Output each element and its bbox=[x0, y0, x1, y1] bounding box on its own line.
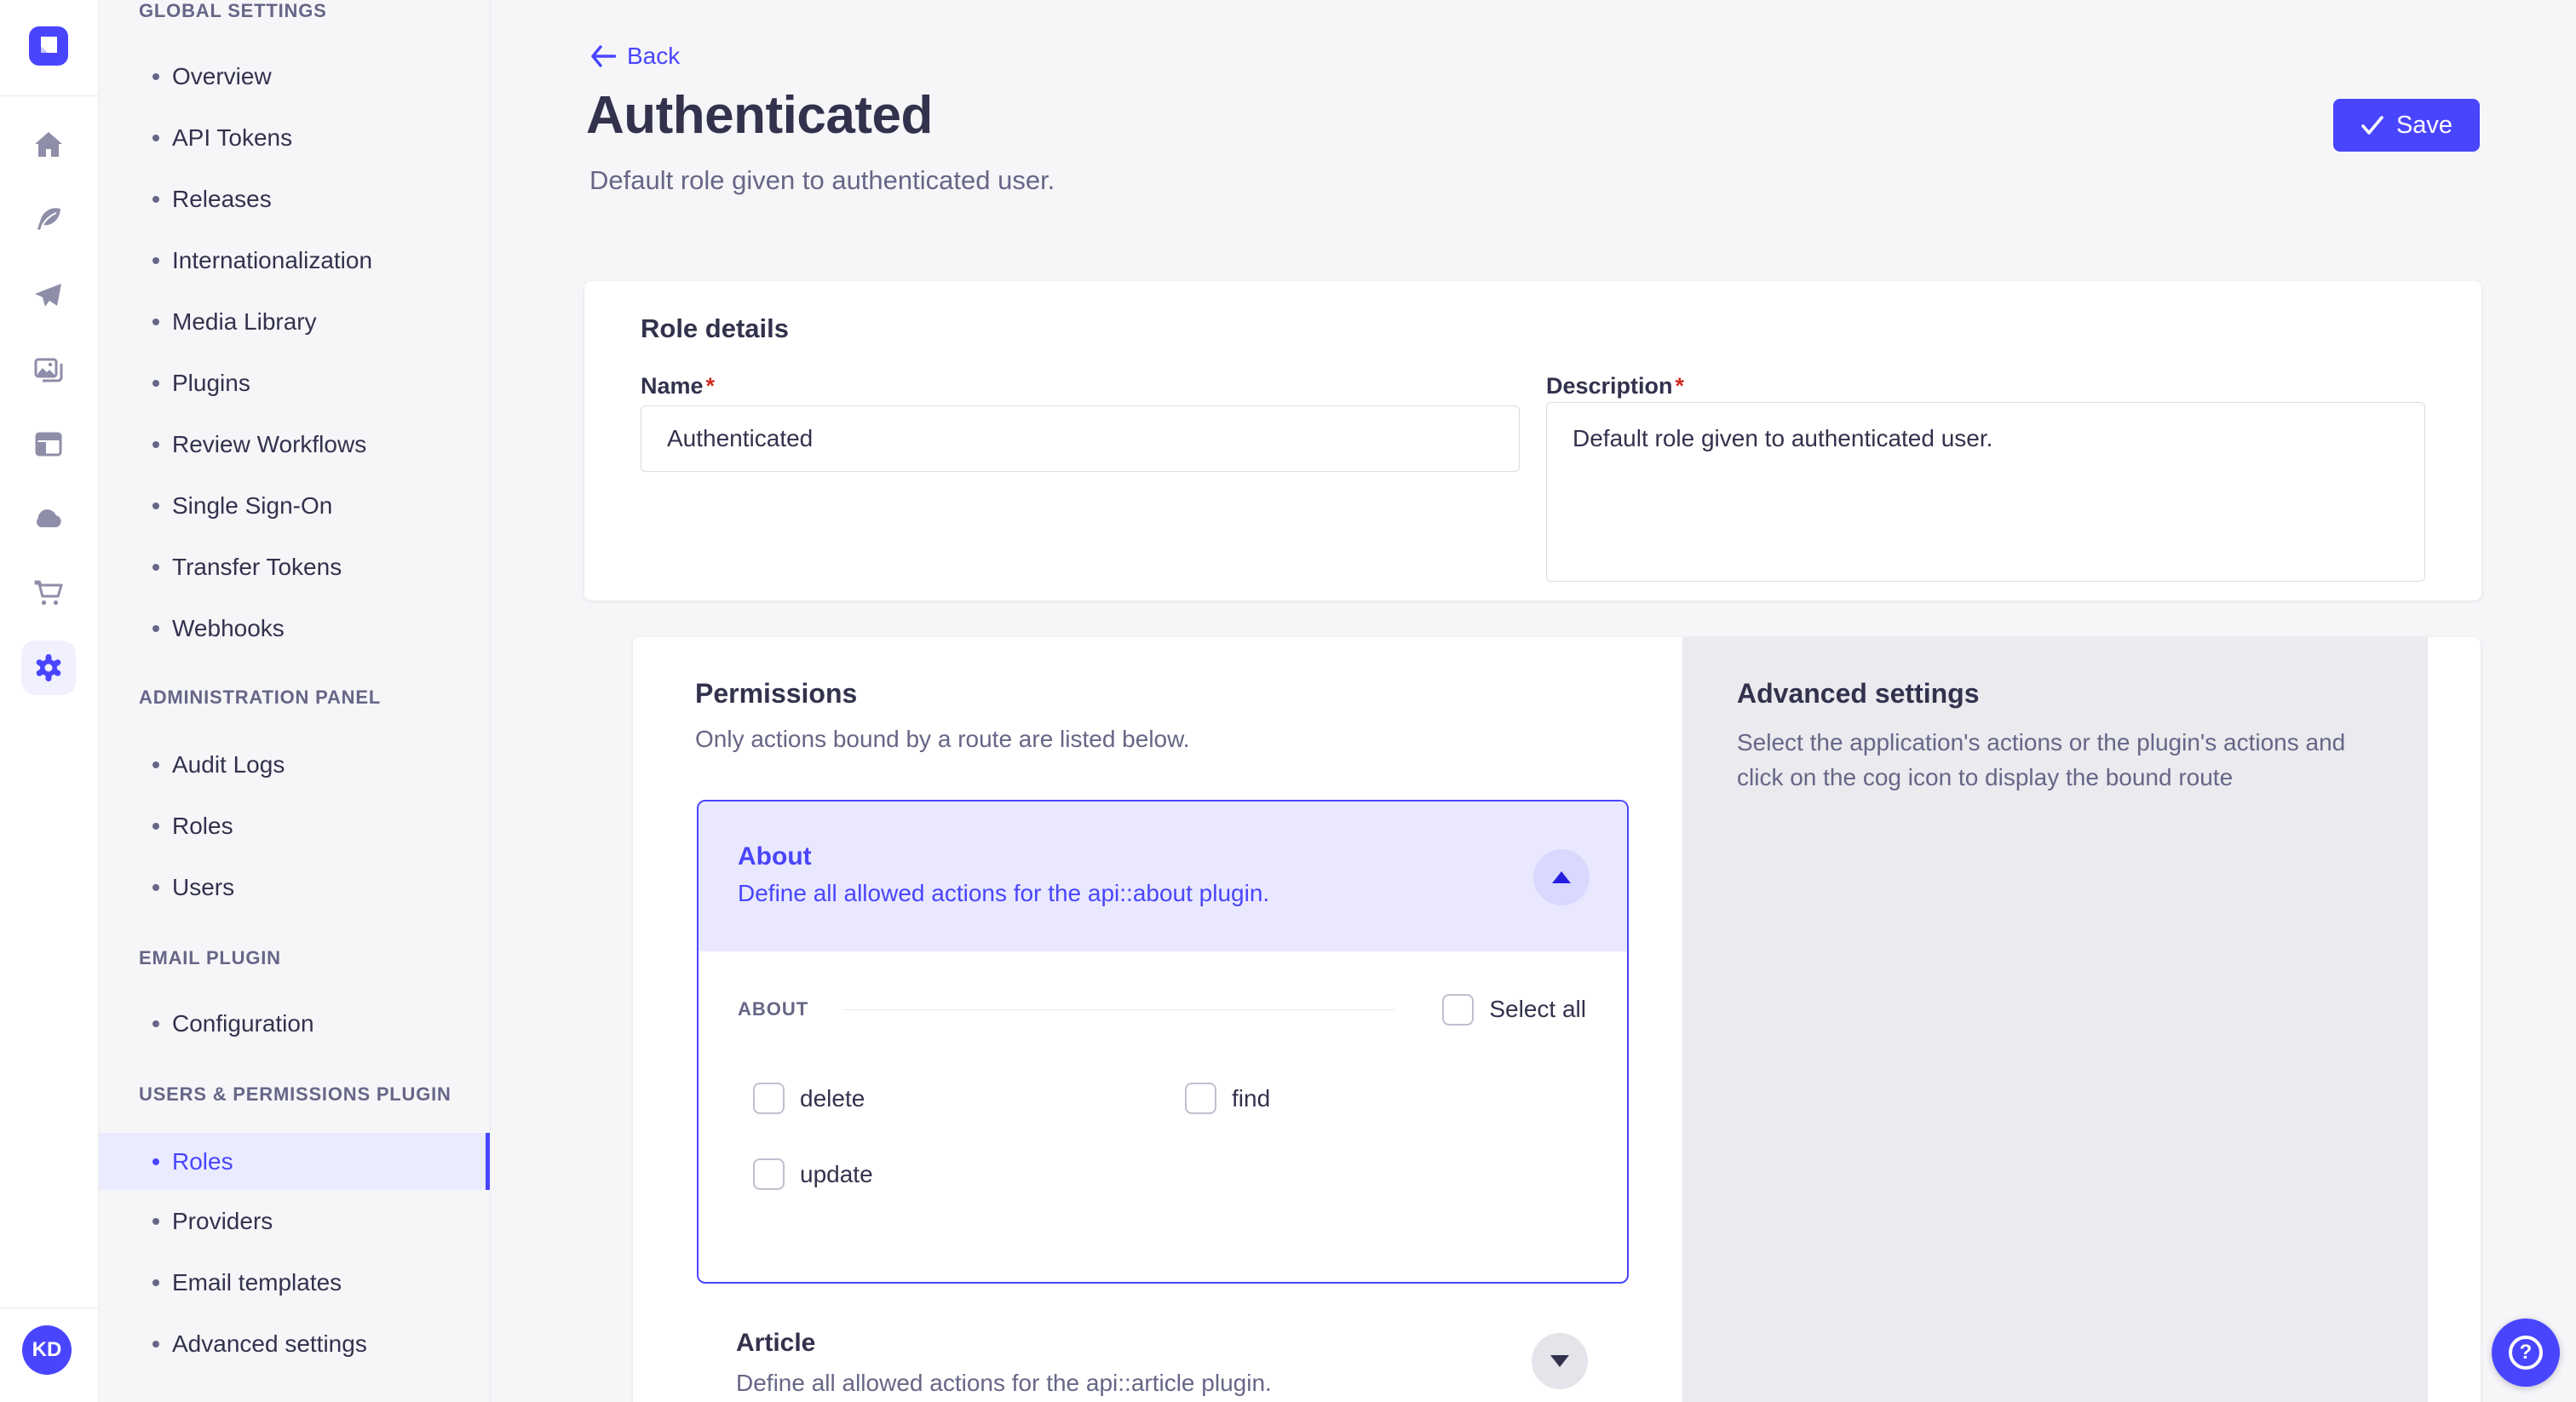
page-subtitle: Default role given to authenticated user. bbox=[589, 165, 1055, 195]
home-icon[interactable] bbox=[32, 128, 66, 162]
bullet-icon bbox=[152, 1218, 159, 1225]
sidebar-item-providers[interactable] bbox=[99, 1203, 490, 1240]
name-label bbox=[641, 373, 715, 399]
update-label[interactable]: update bbox=[800, 1160, 873, 1187]
rail-divider-bottom bbox=[0, 1307, 98, 1308]
sidebar-item-single-sign-on[interactable] bbox=[99, 487, 490, 525]
accordion-article-header[interactable] bbox=[736, 1329, 1630, 1397]
sidebar-item-transfer-tokens[interactable] bbox=[99, 549, 490, 586]
accordion-article-description: Define all allowed actions for the api::article plugin. bbox=[736, 1370, 1272, 1396]
sidebar-item-configuration[interactable] bbox=[99, 1005, 490, 1043]
action-delete bbox=[753, 1083, 865, 1114]
cloud-icon[interactable] bbox=[32, 501, 66, 535]
bullet-icon bbox=[152, 503, 159, 509]
content-type-builder-icon[interactable] bbox=[32, 427, 66, 461]
group-divider bbox=[842, 1009, 1394, 1010]
bullet-icon bbox=[152, 1279, 159, 1286]
chevron-down-icon bbox=[1550, 1355, 1569, 1367]
sidebar-item-advanced-settings[interactable] bbox=[99, 1325, 490, 1363]
advanced-settings-description: Select the application's actions or the plugin's actions and click on the cog icon to display the bound route bbox=[1737, 729, 2346, 790]
sidebar-item-review-workflows[interactable] bbox=[99, 426, 490, 463]
bullet-icon bbox=[152, 73, 159, 80]
sidebar-item-label: Configuration bbox=[172, 1010, 314, 1037]
required-asterisk: * bbox=[1675, 373, 1685, 399]
save-label: Save bbox=[2395, 111, 2453, 139]
sidebar-item-label: Email templates bbox=[172, 1269, 342, 1296]
expand-article-button[interactable] bbox=[1532, 1333, 1588, 1389]
sidebar-item-label: Roles bbox=[172, 813, 233, 839]
bullet-icon bbox=[152, 380, 159, 387]
sidebar-item-label: Single Sign-On bbox=[172, 492, 333, 519]
marketplace-icon[interactable] bbox=[32, 576, 66, 610]
sidebar-item-label: Releases bbox=[172, 186, 272, 212]
bullet-icon bbox=[152, 319, 159, 325]
sidebar-item-webhooks[interactable] bbox=[99, 610, 490, 647]
sidebar-item-label: Users bbox=[172, 874, 235, 900]
strapi-logo-icon bbox=[29, 26, 68, 66]
sidebar-item-overview[interactable] bbox=[99, 58, 490, 95]
sidebar-item-label: Advanced settings bbox=[172, 1330, 367, 1357]
select-all-label[interactable]: Select all bbox=[1489, 996, 1586, 1022]
back-arrow-icon bbox=[590, 45, 616, 67]
accordion-about-description: Define all allowed actions for the api::about plugin. bbox=[738, 880, 1270, 906]
bullet-icon bbox=[152, 884, 159, 891]
section-email-plugin: EMAIL PLUGIN bbox=[139, 947, 281, 968]
section-administration-panel: ADMINISTRATION PANEL bbox=[139, 687, 382, 708]
delete-label[interactable]: delete bbox=[800, 1084, 865, 1112]
settings-gear-icon[interactable] bbox=[32, 651, 66, 685]
main-nav-rail bbox=[0, 0, 99, 1402]
sidebar-item-plugins[interactable] bbox=[99, 365, 490, 402]
section-users-permissions-plugin: USERS & PERMISSIONS PLUGIN bbox=[139, 1083, 451, 1105]
sidebar-item-releases[interactable] bbox=[99, 181, 490, 218]
sidebar-item-label: Internationalization bbox=[172, 247, 373, 273]
sidebar-item-api-tokens[interactable] bbox=[99, 119, 490, 157]
sidebar-item-internationalization[interactable] bbox=[99, 242, 490, 279]
about-group-label: ABOUT bbox=[738, 998, 809, 1020]
sidebar-item-audit-logs[interactable] bbox=[99, 746, 490, 784]
permissions-card bbox=[633, 637, 2481, 1402]
bullet-icon bbox=[152, 761, 159, 768]
back-link[interactable] bbox=[590, 43, 680, 70]
role-name-input[interactable] bbox=[641, 405, 1520, 472]
sidebar-item-up-roles[interactable] bbox=[99, 1133, 490, 1190]
advanced-settings-panel bbox=[1682, 637, 2428, 1402]
sidebar-item-label: Providers bbox=[172, 1208, 273, 1234]
sidebar-item-label: Overview bbox=[172, 63, 272, 89]
about-group-row bbox=[738, 992, 1586, 1026]
find-label[interactable]: find bbox=[1232, 1084, 1271, 1112]
accordion-about-title: About bbox=[738, 842, 812, 871]
bullet-icon bbox=[152, 257, 159, 264]
bullet-icon bbox=[152, 625, 159, 632]
back-label: Back bbox=[627, 43, 681, 69]
settings-subnav bbox=[99, 0, 491, 1402]
role-description-textarea[interactable] bbox=[1546, 402, 2425, 582]
accordion-about bbox=[697, 800, 1629, 1284]
delete-checkbox[interactable] bbox=[753, 1083, 785, 1114]
sidebar-item-media-library[interactable] bbox=[99, 303, 490, 341]
save-button[interactable] bbox=[2333, 99, 2480, 152]
sidebar-item-label: Roles bbox=[172, 1147, 233, 1175]
action-find bbox=[1185, 1083, 1270, 1114]
deploy-icon[interactable] bbox=[32, 279, 66, 313]
name-label-text: Name bbox=[641, 373, 704, 399]
sidebar-item-label: Plugins bbox=[172, 370, 250, 396]
bullet-icon bbox=[152, 1020, 159, 1027]
bullet-icon bbox=[152, 1341, 159, 1347]
content-manager-icon[interactable] bbox=[32, 203, 66, 237]
advanced-settings-title: Advanced settings bbox=[1737, 678, 1980, 709]
rail-divider bbox=[0, 95, 98, 96]
section-global-settings: GLOBAL SETTINGS bbox=[139, 0, 327, 21]
sidebar-item-label: API Tokens bbox=[172, 124, 293, 151]
chevron-up-icon bbox=[1552, 871, 1571, 883]
description-label-text: Description bbox=[1546, 373, 1673, 399]
media-library-icon[interactable] bbox=[32, 353, 66, 387]
update-checkbox[interactable] bbox=[753, 1158, 785, 1190]
required-asterisk: * bbox=[705, 373, 716, 399]
collapse-about-button[interactable] bbox=[1533, 849, 1590, 905]
select-all-checkbox[interactable] bbox=[1442, 994, 1474, 1026]
permissions-subtitle: Only actions bound by a route are listed below. bbox=[695, 726, 1190, 752]
bullet-icon bbox=[152, 1158, 159, 1165]
sidebar-item-label: Webhooks bbox=[172, 615, 285, 641]
user-avatar[interactable]: KD bbox=[22, 1325, 72, 1375]
sidebar-item-label: Transfer Tokens bbox=[172, 554, 342, 580]
sidebar-item-label: Review Workflows bbox=[172, 431, 367, 457]
action-update bbox=[753, 1158, 873, 1190]
role-details-card bbox=[584, 281, 2481, 600]
bullet-icon bbox=[152, 196, 159, 203]
accordion-article-title: Article bbox=[736, 1329, 816, 1357]
bullet-icon bbox=[152, 441, 159, 448]
bullet-icon bbox=[152, 823, 159, 830]
help-button[interactable] bbox=[2492, 1319, 2560, 1387]
strapi-logo[interactable] bbox=[29, 26, 68, 66]
sidebar-item-admin-roles[interactable] bbox=[99, 807, 490, 845]
description-label bbox=[1546, 373, 1684, 399]
sidebar-item-label: Audit Logs bbox=[172, 751, 285, 778]
check-icon bbox=[2360, 115, 2384, 135]
bullet-icon bbox=[152, 564, 159, 571]
sidebar-item-label: Media Library bbox=[172, 308, 317, 335]
find-checkbox[interactable] bbox=[1185, 1083, 1216, 1114]
permissions-title: Permissions bbox=[695, 678, 858, 709]
accordion-about-header[interactable] bbox=[699, 802, 1627, 951]
page-title: Authenticated bbox=[586, 86, 933, 145]
help-question-icon: ? bbox=[2509, 1336, 2543, 1370]
sidebar-item-email-templates[interactable] bbox=[99, 1264, 490, 1301]
bullet-icon bbox=[152, 135, 159, 141]
sidebar-item-users[interactable] bbox=[99, 869, 490, 906]
role-details-title: Role details bbox=[641, 313, 789, 343]
